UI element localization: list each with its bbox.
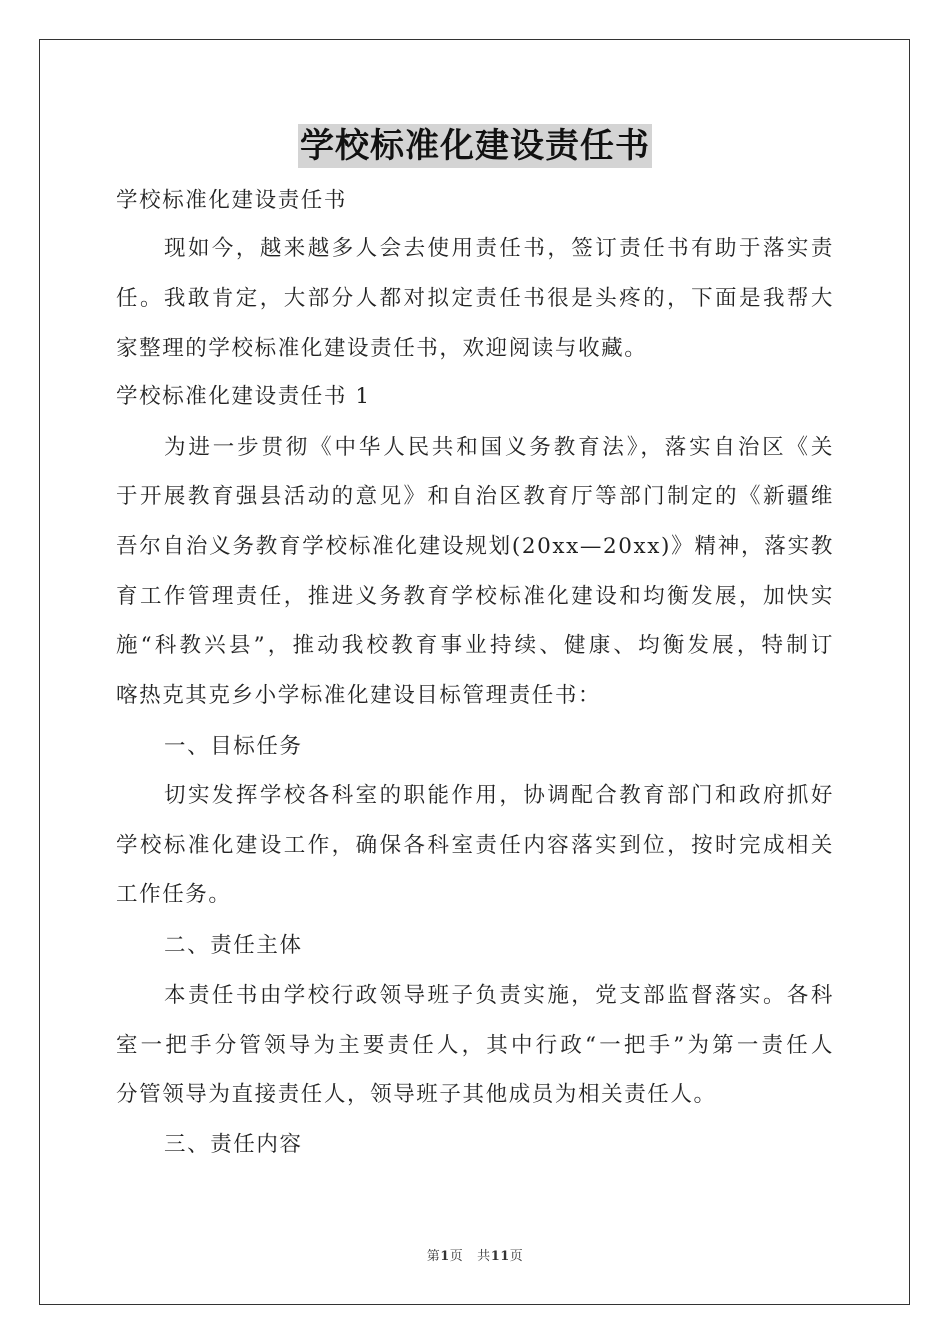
document-title: 学校标准化建设责任书 [300,126,650,166]
paragraph-line: 为进一步贯彻《中华人民共和国义务教育法》，落实自治区《关 [164,435,834,460]
document-title-wrap [0,124,950,172]
section-heading: 学校标准化建设责任书 1 [116,384,371,409]
section-heading: 三、责任内容 [164,1132,303,1157]
paragraph-line: 工作任务。 [116,882,232,907]
footer-total-pages: 11 [490,1249,510,1264]
section-heading: 一、目标任务 [164,734,303,759]
paragraph-line: 学校标准化建设工作，确保各科室责任内容落实到位，按时完成相关 [116,833,834,858]
paragraph-line: 任。我敢肯定，大部分人都对拟定责任书很是头疼的，下面是我帮大 [116,286,834,311]
page-border [39,39,910,1305]
paragraph-line: 分管领导为直接责任人，领导班子其他成员为相关责任人。 [116,1082,717,1107]
paragraph-line: 现如今，越来越多人会去使用责任书，签订责任书有助于落实责 [164,236,834,261]
footer-total-prefix: 共 [477,1249,491,1264]
paragraph-line: 喀热克其克乡小学标准化建设目标管理责任书： [116,683,602,708]
footer-total-suffix: 页 [509,1249,524,1264]
section-heading: 二、责任主体 [164,933,303,958]
paragraph-line: 于开展教育强县活动的意见》和自治区教育厅等部门制定的《新疆维 [116,484,834,509]
paragraph-line: 切实发挥学校各科室的职能作用，协调配合教育部门和政府抓好 [164,783,834,808]
page-footer [0,1245,950,1264]
paragraph-line: 家整理的学校标准化建设责任书，欢迎阅读与收藏。 [116,336,648,361]
paragraph-line: 室一把手分管领导为主要责任人，其中行政“一把手”为第一责任人 [116,1033,834,1058]
paragraph-line: 吾尔自治义务教育学校标准化建设规划(20xx—20xx)》精神，落实教 [116,534,834,559]
paragraph-line: 施“科教兴县”，推动我校教育事业持续、健康、均衡发展，特制订 [116,633,834,658]
footer-page-suffix: 页 [449,1249,464,1264]
paragraph-line: 育工作管理责任，推进义务教育学校标准化建设和均衡发展，加快实 [116,584,834,609]
footer-page-prefix: 第 [426,1249,441,1264]
paragraph-line: 本责任书由学校行政领导班子负责实施，党支部监督落实。各科 [164,983,834,1008]
footer-page-number: 1 [440,1249,450,1264]
subtitle-line: 学校标准化建设责任书 [116,188,348,213]
